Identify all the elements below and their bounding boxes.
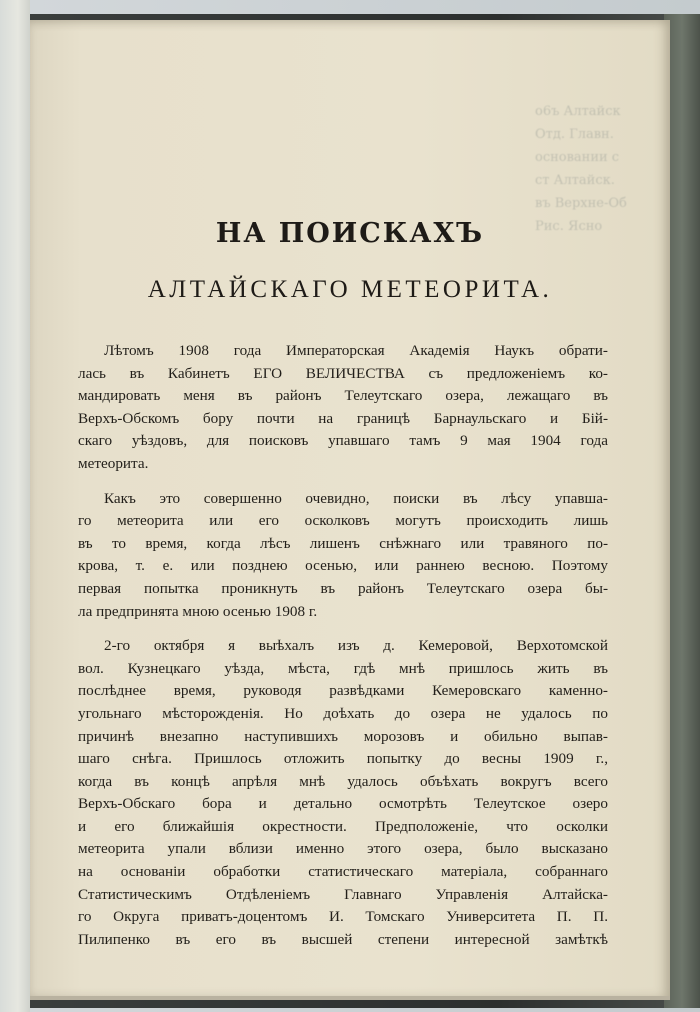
page-subtitle: АЛТАЙСКАГО МЕТЕОРИТА. bbox=[147, 276, 553, 303]
text-line: Какъ это совершенно очевидно, поиски въ лѣсу упавша- bbox=[104, 489, 608, 507]
text-line: и его ближайшія окрестности. Предположеніе, что осколки bbox=[78, 817, 608, 835]
bleed-line: Рис. Ясно bbox=[535, 219, 603, 234]
book-page bbox=[30, 20, 670, 998]
text-line: метеорита упали вблизи именно этого озера, было высказано bbox=[78, 840, 608, 858]
text-line: Верхъ-Обскаго бора и детально осмотрѣть Телеутское озеро bbox=[78, 795, 608, 813]
text-line: ла предпринята мною осенью 1908 г. bbox=[78, 602, 318, 620]
body-text bbox=[78, 340, 608, 963]
text-line: шаго снѣга. Пришлось отложить попытку до весны 1909 г., bbox=[78, 750, 608, 768]
text-line: го метеорита или его осколковъ могутъ происходить лишь bbox=[78, 512, 608, 530]
text-line: скаго уѣздовъ, для поисковъ упавшаго тамъ 9 мая 1904 года bbox=[78, 432, 608, 450]
page-title: НА ПОИСКАХЪ bbox=[215, 218, 485, 249]
text-line: вол. Кузнецкаго уѣзда, мѣста, гдѣ мнѣ пришлось жить въ bbox=[78, 659, 608, 677]
bleed-line: о6ъ Алтайск bbox=[535, 104, 621, 119]
text-line: 2-го октября я выѣхалъ изъ д. Кемеровой, Верхотомской bbox=[104, 637, 608, 655]
text-line: въ то время, когда лѣсъ лишенъ снѣжнаго или травяного по- bbox=[78, 534, 608, 552]
text-line: Верхъ-Обскомъ бору почти на границѣ Барнаульскаго и Бій- bbox=[78, 409, 608, 427]
page-bottom-edge bbox=[30, 996, 670, 1000]
text-line: причинѣ внезапно наступившихъ морозовъ и обильно выпав- bbox=[78, 727, 608, 745]
bleed-line: основании с bbox=[535, 150, 620, 165]
text-line: угольнаго мѣсторожденія. Но доѣхать до озера не удалось по bbox=[78, 704, 608, 722]
left-page-edge bbox=[0, 0, 30, 1012]
text-line: когда въ концѣ апрѣля мнѣ удалось объѣхать вокругъ всего bbox=[78, 772, 608, 790]
bleed-line: ст Алтайск. bbox=[535, 173, 615, 188]
text-line: лась въ Кабинетъ ЕГО ВЕЛИЧЕСТВА съ предложеніемъ ко- bbox=[78, 364, 608, 382]
paragraph bbox=[78, 340, 608, 476]
text-line: Пилипенко въ его въ высшей степени интересной замѣткѣ bbox=[78, 930, 608, 948]
text-line: го Округа приватъ-доцентомъ И. Томскаго Университета П. П. bbox=[78, 908, 608, 926]
text-line: первая попытка проникнуть въ районъ Телеутскаго озера бы- bbox=[78, 579, 608, 597]
text-line: Статистическимъ Отдѣленіемъ Главнаго Управленія Алтайска- bbox=[78, 885, 608, 903]
bleed-line: Отд. Главн. bbox=[535, 127, 614, 142]
text-line: на основаніи обработки статистическаго матеріала, собраннаго bbox=[78, 863, 608, 881]
text-line: метеорита. bbox=[78, 454, 149, 472]
paragraph bbox=[78, 488, 608, 624]
paragraph bbox=[78, 635, 608, 951]
text-line: Лѣтомъ 1908 года Императорская Академія Наукъ обрати- bbox=[104, 342, 608, 359]
text-line: мандировать меня въ районъ Телеутскаго озера, лежащаго въ bbox=[78, 387, 608, 405]
text-line: послѣднее время, руководя развѣдками Кемеровскаго каменно- bbox=[78, 682, 608, 700]
text-line: крова, т. е. или позднею осенью, или раннею весною. Поэтому bbox=[78, 557, 608, 575]
bleed-line: въ Верхне-Об bbox=[535, 196, 627, 211]
